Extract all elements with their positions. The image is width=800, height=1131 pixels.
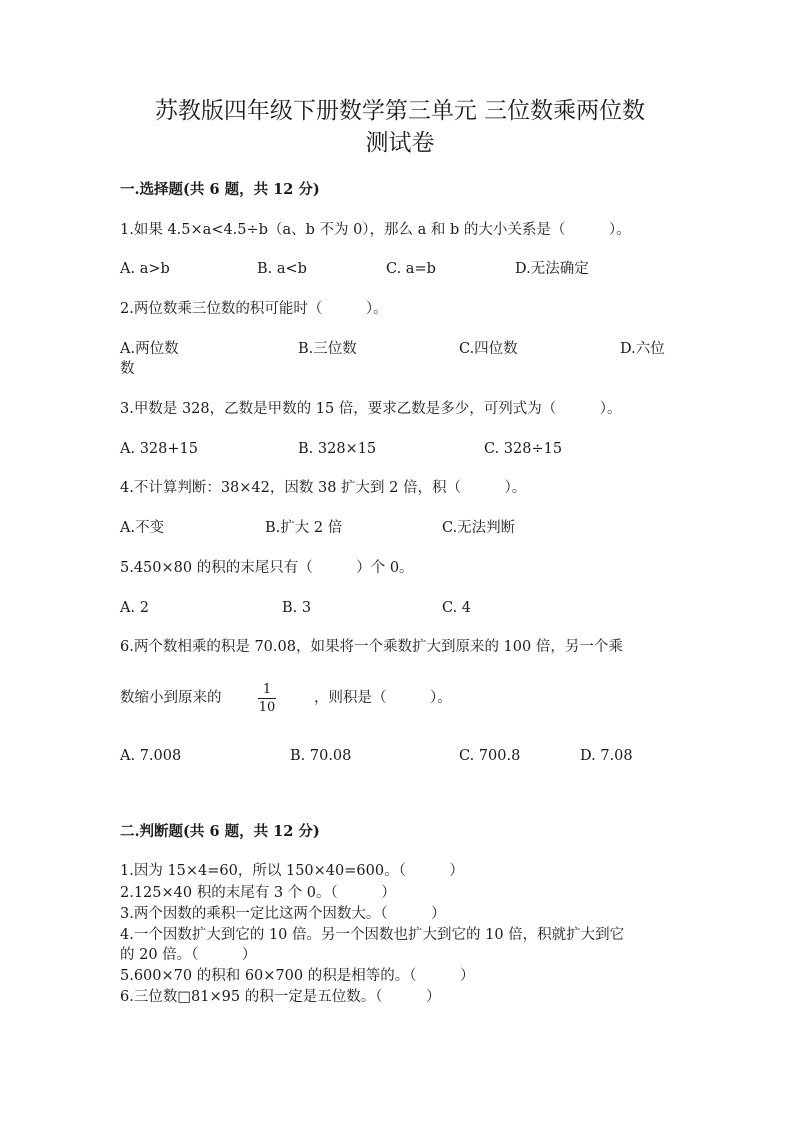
section-heading-judgment: 二.判断题(共 6 题，共 12 分) [120,823,320,840]
judgment-item: 2.125×40 积的末尾有 3 个 0。（ ） [120,885,396,901]
judgment-item: 6.三位数□81×95 的积一定是五位数。（ ） [120,989,441,1005]
question-4: 4.不计算判断：38×42，因数 38 扩大到 2 倍，积（ ）。 [120,480,527,496]
question-6-line2-start: 数缩小到原来的 [120,690,222,706]
question-1: 1.如果 4.5×a<4.5÷b（a、b 不为 0），那么 a 和 b 的大小关系是（ ）。 [120,222,631,238]
fraction-one-tenth [258,682,276,715]
judgment-item: 1.因为 15×4=60，所以 150×40=600。（ ） [120,863,464,879]
option-2c: C.四位数 [459,341,518,357]
section-heading-choice: 一.选择题(共 6 题，共 12 分) [120,181,320,198]
option-4c: C.无法判断 [442,520,516,536]
option-2d: D.六位 [620,341,665,357]
option-2b: B.三位数 [298,341,357,357]
fraction-bar [258,698,276,699]
option-1d: D.无法确定 [515,261,589,277]
question-6-line2-end: ，则积是（ ）。 [314,690,452,706]
option-1b: B. a<b [257,261,307,277]
option-3c: C. 328÷15 [484,441,563,457]
option-5b: B. 3 [282,600,312,616]
question-6: 6.两个数相乘的积是 70.08，如果将一个乘数扩大到原来的 100 倍，另一个乘 [120,639,623,655]
judgment-item: 3.两个因数的乘积一定比这两个因数大。（ ） [120,906,446,922]
judgment-item: 4.一个因数扩大到它的 10 倍。另一个因数也扩大到它的 10 倍，积就扩大到它 [120,927,625,943]
question-2: 2.两位数乘三位数的积可能时（ ）。 [120,301,388,317]
option-2d-wrap: 数 [120,361,135,377]
question-3: 3.甲数是 328，乙数是甲数的 15 倍，要求乙数是多少，可列式为（ ）。 [120,401,622,417]
option-5c: C. 4 [442,600,472,616]
page-title-line2: 测试卷 [365,130,435,156]
option-3a: A. 328+15 [120,441,198,457]
fraction-numerator: 1 [262,682,272,697]
option-3b: B. 328×15 [298,441,377,457]
option-1c: C. a=b [386,261,436,277]
judgment-item-wrap: 的 20 倍。（ ） [120,947,257,963]
option-6c: C. 700.8 [459,748,521,764]
option-4a: A.不变 [120,520,165,536]
option-2a: A.两位数 [120,341,179,357]
option-5a: A. 2 [120,600,149,616]
fraction-denominator: 10 [258,700,276,715]
option-4b: B.扩大 2 倍 [265,520,343,536]
judgment-item: 5.600×70 的积和 60×700 的积是相等的。（ ） [120,968,475,984]
page-title: 苏教版四年级下册数学第三单元 三位数乘两位数 [154,98,646,124]
question-5: 5.450×80 的积的末尾只有（ ）个 0。 [120,560,414,576]
option-6d: D. 7.08 [580,748,633,764]
option-1a: A. a>b [120,261,170,277]
option-6a: A. 7.008 [120,748,182,764]
option-6b: B. 70.08 [290,748,352,764]
